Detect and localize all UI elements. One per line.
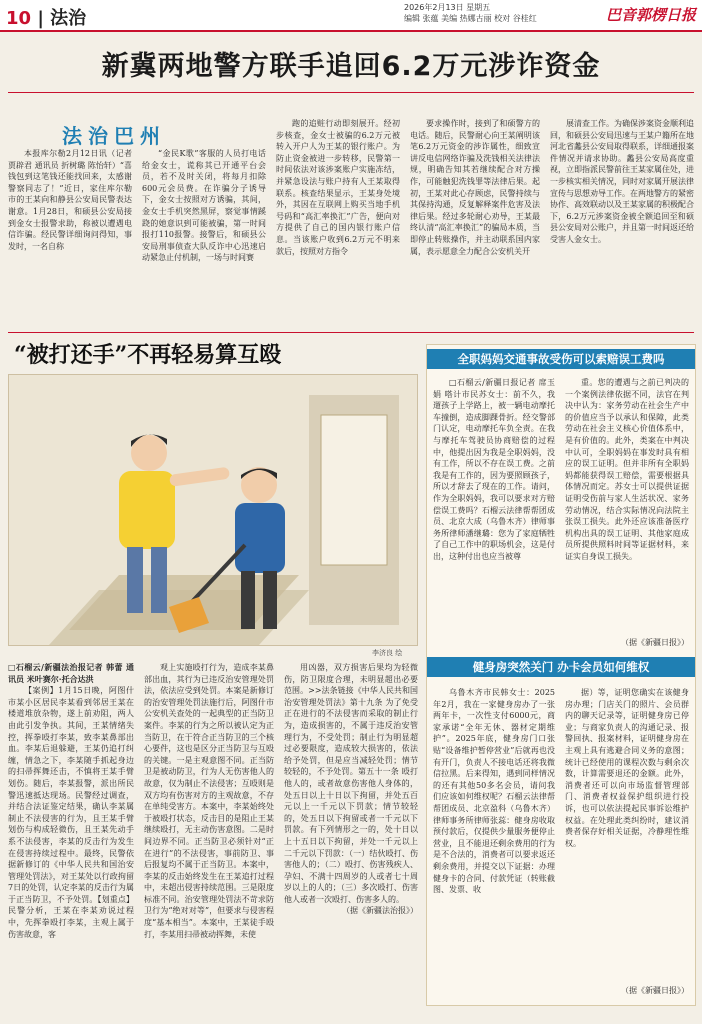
masthead-logo: 巴音郭楞日报 bbox=[605, 6, 696, 24]
divider bbox=[8, 92, 694, 93]
story1-column-3: 跑的追赃行动即刻展开。经初步核查，金女士被骗的6.2万元被转入开户人为王某的银行账户。为防止资金被进一步转移，民警第一时间依法对该涉案账户实施冻结，并紧急设法与账户持有人王某取得联系。核查结果显示，王某身处境外，其因在互联网上购买当地手机号码和“高汇率换汇”广告，便向对方提供了自己的国内银行账户信息。当该账户收到6.2万元不明来款后，按照对方指令 bbox=[276, 119, 400, 256]
story2-source: （据《新疆法治报》） bbox=[342, 906, 418, 916]
story2-column-1: □石榴云/新疆法治报记者 韩蕾 通讯员 米叶赛尔·托合达洪 【案例】1月15日晚，阿图什市某小区居民李某看到邻居王某在楼道堆放杂物，遂上前劝阻，两人由此引发争执。其间，王某情绪失控，挥拳殴打李某，致李某鼻部出血。李某后退躲避，王某仍追打纠缠，情急之下，李某随手抓起身边的扫帚挥舞还击，不慎将王某手臂划伤。随后，李某报警，派出所民警迅速抵达现场。民警经过调查，并结合法证鉴定结果，确认李某属制止不法侵害的行为，且王某手臂划伤与构成轻微伤，且王某先动手系不法侵害，李某的反击行为发生在侵害持续过程中。最终，民警依据新修订的《中华人民共和国治安管理处罚法》，对王某处以行政拘留7日的处罚，认定李某的反击行为属于正当防卫，不予处罚。【划重点】民警分析，王某在李某劝说过程中，先挥拳殴打李某，主观上属于伤害故意，客 bbox=[8, 662, 134, 939]
legal-qa-sidebar bbox=[426, 344, 696, 1006]
story2-byline: □石榴云/新疆法治报记者 韩蕾 通讯员 米叶赛尔·托合达洪 bbox=[8, 662, 134, 684]
sidebar1-title: 全职妈妈交通事故受伤可以索赔误工费吗 bbox=[427, 349, 695, 369]
story1-column-5: 展清查工作。为确保涉案资金顺利追回，和硕县公安局迅速与王某户籍所在地河北省蠡县公安局取得联系，详细通报案件情况并请求协助。蠡县公安局高度重视，立即指派民警前往王某家属住处，进一步核实相关情况，同时对家属开展法律宣传与思想劝导工作。在两地警方的紧密协作、高效联动以及王某家属的积极配合下，6.2万元涉案资金被全额追回至和硕县公安局对公账户，并且第一时间返还给受害人金女士。 bbox=[550, 119, 694, 244]
sidebar1-column-2: 重。您的遭遇与之前已判决的一个案例法律依据不同，法官在判决中认为：家务劳动在社会生产中的价值应当予以承认和保障，此类劳动在社会主义核心价值体系中，是有价值的。此外，类案在中判决中认可，全职妈妈在事发时具有相应的误工证明。但并非所有全职妈妈都能获得误工赔偿，需要根据具体情况而定。苏女士可以提供证据证明受伤前与家人生活状况、家务劳动情况，结合实际情况向法院主张误工损失。此外还应该准备医疗机构出具的误工证明、其他家庭成员所提供照料时间等证据材料，来证实自身误工损失。 bbox=[565, 378, 689, 561]
sidebar1-source: （据《新疆日报》） bbox=[621, 638, 689, 647]
page-header bbox=[0, 0, 702, 32]
divider bbox=[8, 332, 694, 333]
issue-meta bbox=[404, 2, 537, 24]
editors-line: 编辑 张蕴 美编 热娜古丽 校对 谷桂红 bbox=[404, 14, 537, 23]
sidebar2-source: （据《新疆日报》） bbox=[621, 986, 689, 995]
issue-date: 2026年2月13日 星期五 bbox=[404, 3, 491, 12]
story2-column-2: 观上实施殴打行为，造成李某鼻部出血，其行为已违反治安管理处罚法，依法应受到处罚。本案是新修订的治安管理处罚法施行后，阿图什市公安机关查处的一起典型的正当防卫案件。李某的行为之所以被认定为正当防卫，在于符合正当防卫的三个核心要件，这也是区分正当防卫与互殴的关键。一是主观意图不同。正当防卫是被动防卫，行为人无伤害他人的故意，仅为制止不法侵害；互殴则是双方均有伤害对方的主观故意，不存在单纯受害方。本案中，李某始终处于被殴打状态，反击目的是阻止王某继续殴打，无主动伤害意图。二是时间边界不同。正当防卫必须针对“正在进行”的不法侵害，事前防卫、事后报复均不属于正当防卫。本案中，李某的反击始终发生在王某追打过程中，未超出侵害持续范围。三是限度标准不同。治安管理处罚法不苛求防卫行为“绝对对等”，但要求与侵害程度“基本相当”。本案中，王某徒手殴打，李某用扫帚被动挥舞，未使 bbox=[144, 663, 274, 939]
sidebar2-title: 健身房突然关门 办卡会员如何维权 bbox=[427, 657, 695, 677]
section-name: 法治 bbox=[50, 8, 87, 29]
story2-illustration bbox=[8, 374, 418, 646]
main-headline: 新冀两地警方联手追回6.2万元涉诈资金 bbox=[101, 51, 601, 82]
illustration-credit: 李济良 绘 bbox=[372, 649, 403, 657]
story1-column-4: 要求操作时，接到了和硕警方的电话。随后，民警耐心向王某阐明该笔6.2万元资金的涉诈属性，细致宣讲反电信网络诈骗及洗钱相关法律法规，明确告知其若继续配合对方操作，可能触犯洗钱罪等法律后果。起初，王某对此心存顾虑，民警持续与其保持沟通，反复解释案件危害及法律后果。经过多轮耐心劝导，王某最终认清“高汇率换汇”的骗局本质，当即停止转账操作，并主动联系国内家属，表示愿意全力配合公安机关开 bbox=[410, 119, 540, 256]
story2-column-3: 用凶器，双方损害后果均为轻微伤，防卫限度合理，未明显超出必要范围。>>法条链接《中华人民共和国治安管理处罚法》第十九条 为了免受正在进行的不法侵害而采取的制止行为，造成损害的，不属于违反治安管理行为，不受处罚；制止行为明显超过必要限度，造成较大损害的，依法给予处罚，但是应当减轻处罚；情节较轻的，不予处罚。第五十一条 殴打他人的，或者故意伤害他人身体的，处五日以上十日以下拘留，并处五百元以上一千元以下罚款；情节较轻的，处五日以下拘留或者一千元以下罚款。有下列情形之一的，处十日以上十五日以下拘留，并处一千元以上二千元以下罚款：（一）结伙殴打、伤害他人的；（二）殴打、伤害残疾人、孕妇、不满十四周岁的人或者七十周岁以上的人的；（三）多次殴打、伤害他人或者一次殴打、伤害多人的。 （据《新疆法治报》） bbox=[284, 663, 418, 916]
story1-column-1: 本报库尔勒2月12日讯（记者 贾辟君 通讯员 折树璐 陈怡轩）“喜钱包到这笔钱还能找回来，太感谢警察同志了！”近日，家住库尔勒市的王某向和静县公安局民警表达谢意。1月28日，和硕县公安局接到金女士报警求助，称被以遭遇电信诈骗。经民警详细询问得知，事发时，一名自称 bbox=[8, 149, 132, 251]
sidebar2-column-1: 乌鲁木齐市民韩女士：2025年2月，我在一家健身房办了一张两年卡，一次性支付6000元，商家承诺“全年无休、器材定期维护”。2025年底，健身房门口张贴“设备维护暂停营业”后就再也没有开门，负责人不接电话还将我微信拉黑。后来得知，遇到同样情况的还有其他50多名会员，请问我们应该如何维权呢？石榴云法律帮帮团成员、北京盈科（乌鲁木齐）律师事务所律师张蕊：健身房收取预付款后，仅提供少量服务便停止营业，且不能退还剩余费用的行为是不合法的，消费者可以要求返还剩余费用，并提交以下证据：办理健身卡的合同、付款凭证（转账截图、发票、收 bbox=[433, 688, 555, 895]
story2-headline: “被打还手”不再轻易算互殴 bbox=[14, 342, 282, 368]
story1-column-2: “金民K歌”客服的人员打电话给金女士，谎称其已开通平台会员，若不及时关闭，将每月扣除600元会员费。在诈骗分子诱导下，金女士按照对方诱骗，其间，金女士手机突然黑屏，察觉事情蹊跷的她意识到可能被骗，第一时间报打110报警。接警后，和硕县公安局刑事侦查大队反诈中心迅速启动紧急止付机制，一场与时间赛 bbox=[142, 149, 266, 263]
page-number: 10 | 法治 bbox=[6, 8, 87, 29]
section-banner: 法治巴州 bbox=[62, 124, 166, 148]
sidebar1-column-1: □石榴云/新疆日报记者 席玉娟 嗒计市民苏女士：前不久，我遛孩子上学路上，被一辆电动摩托车撞倒，造成脚踝骨折。经交警部门认定，电动摩托车负全责。在我与摩托车驾驶员协商赔偿的过程中，他提出因为我是全职妈妈，没有工作，所以不存在误工费。之前我是有工作的，因为要照顾孩子，所以才辞去了现在的工作。请问，作为全职妈妈，我可以要求对方赔偿误工费吗？石榴云法律帮帮团成员、北京大成（乌鲁木齐）律师事务所律师潘继璐：您为了家庭牺牲了自己工作中的职场机会，这是付出，这种付出也应当被尊 bbox=[433, 378, 555, 561]
sidebar2-column-2: 据）等，证明您确实在该健身房办理；门店关门的照片、会员群内的聊天记录等，证明健身房已停业；与商家负责人的沟通记录、报警回执、报案材料，证明健身房在主观上具有逃避合同义务的意图；统计已经使用的课程次数与剩余次数，计算需要退还的金额。此外，消费者还可以向市场监督管理部门、消费者权益保护组织进行投诉，也可以依法提起民事诉讼维护权益。在处理此类纠纷时，建议消费者保存好相关证据，冷静理性维权。 bbox=[565, 688, 689, 848]
